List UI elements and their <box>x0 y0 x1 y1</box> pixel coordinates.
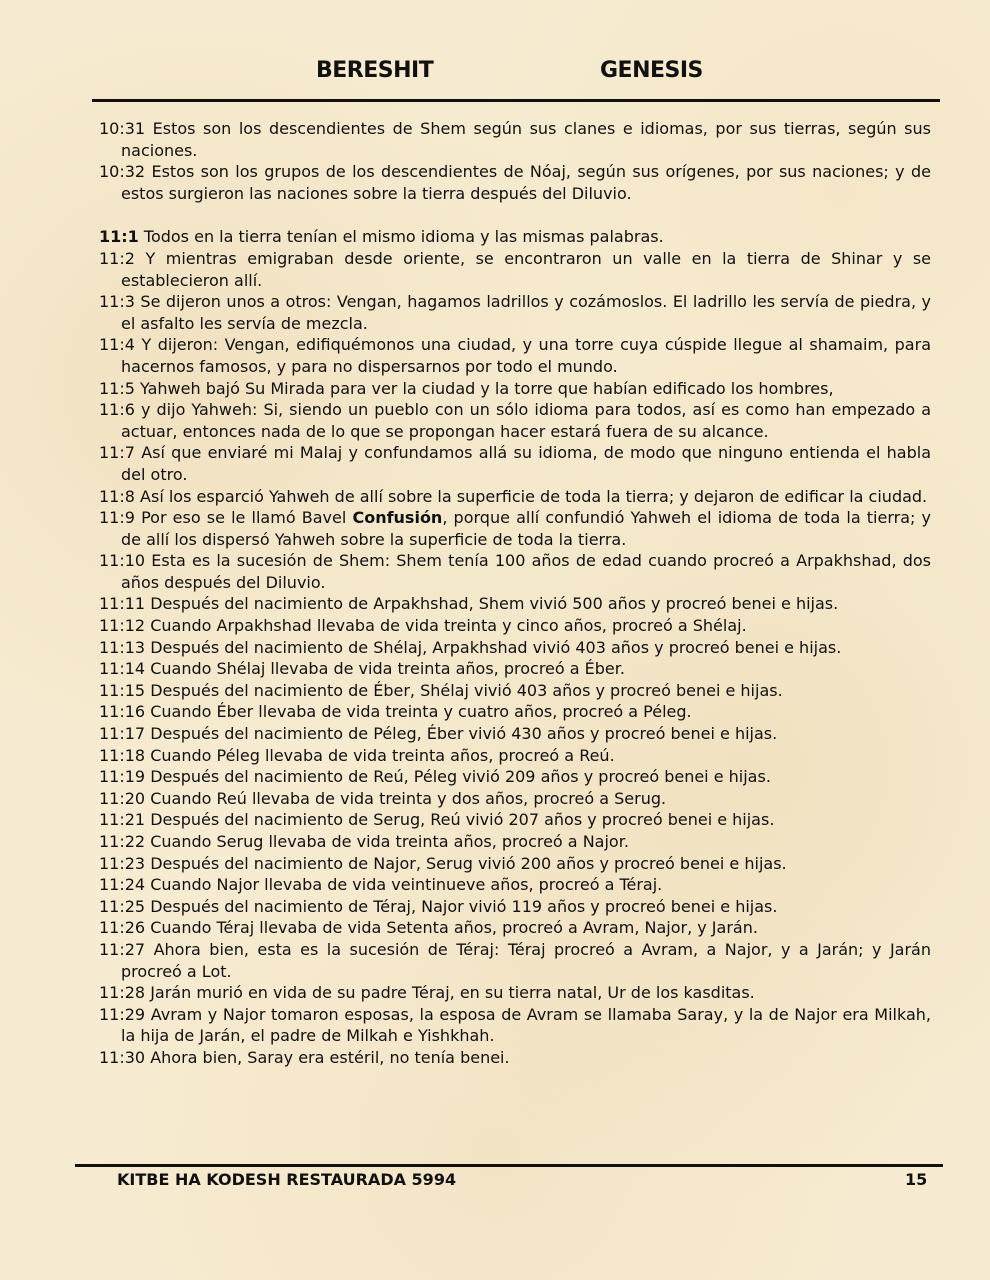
verse-11-2 <box>99 248 931 291</box>
verse-ref: 10:31 <box>99 119 146 138</box>
verse-11-25 <box>99 896 931 918</box>
verse-ref: 11:22 <box>99 832 146 851</box>
verse-ref: 11:7 <box>99 443 135 463</box>
verse-text: Cuando Serug llevaba de vida treinta años, procreó a Najor. <box>150 832 629 851</box>
verse-ref: 11:3 <box>99 292 135 312</box>
verse-ref: 11:23 <box>99 853 146 873</box>
verse-text: Estos son los descendientes de Shem según sus clanes e idiomas, por sus tierras, según sus naciones. <box>121 119 931 160</box>
verse-text: Avram y Najor tomaron esposas, la esposa de Avram se llamaba Saray, y la de Najor era Milkah, la hija de Jarán, el padre de Milkah e Yishkhah. <box>121 1004 931 1046</box>
verse-11-20 <box>99 788 931 810</box>
verse-text: Así que enviaré mi Malaj y confundamos allá su idioma, de modo que ninguno entienda el habla del otro. <box>121 443 932 484</box>
verse-text: Cuando Éber llevaba de vida treinta y cuatro años, procreó a Péleg. <box>150 702 692 722</box>
verse-ref: 11:18 <box>99 745 146 765</box>
verse-text: Después del nacimiento de Najor, Serug vivió 200 años y procreó benei e hijas. <box>150 853 787 873</box>
verse-ref: 11:10 <box>99 551 146 571</box>
verse-ref: 10:32 <box>99 162 146 182</box>
verse-emphasis: Confusión <box>352 508 443 528</box>
verse-ref: 11:15 <box>99 680 146 700</box>
verse-11-23 <box>99 853 931 875</box>
verse-11-21 <box>99 809 931 831</box>
verse-11-28 <box>99 982 931 1004</box>
verse-ref: 11:6 <box>99 400 135 420</box>
verse-ref: 11:24 <box>99 875 146 895</box>
verse-11-14 <box>99 658 931 680</box>
verse-11-6 <box>99 399 931 442</box>
chapter-gap <box>99 204 931 226</box>
verse-11-5 <box>99 378 931 400</box>
verse-ref: 11:11 <box>99 594 146 614</box>
verse-text: y dijo Yahweh: Si, siendo un pueblo con un sólo idioma para todos, así es como han empezado a actuar, entonces nada de lo que se propongan hacer estará fuera de su alcance. <box>121 400 931 441</box>
verse-text: , porque allí confundió Yahweh el idioma de toda la tierra; y de allí los dispersó Yahweh sobre la superficie de toda la tierra. <box>121 508 932 549</box>
verse-11-29 <box>99 1004 931 1047</box>
verse-11-30 <box>99 1047 931 1069</box>
verse-text: Así los esparció Yahweh de allí sobre la superficie de toda la tierra; y dejaron de edificar la ciudad. <box>140 486 928 506</box>
verse-11-4 <box>99 334 931 377</box>
verse-ref: 11:28 <box>99 983 146 1003</box>
verse-text: Después del nacimiento de Reú, Péleg vivió 209 años y procreó benei e hijas. <box>150 767 771 787</box>
verse-text: Cuando Téraj llevaba de vida Setenta años, procreó a Avram, Najor, y Jarán. <box>150 918 758 938</box>
verse-ref: 11:20 <box>99 788 146 808</box>
verse-ref: 11:8 <box>99 486 135 506</box>
verse-10-32 <box>99 161 931 204</box>
header-book-name: GENESIS <box>600 58 703 83</box>
verse-ref: 11:4 <box>99 335 135 355</box>
verse-ref: 11:9 <box>99 508 135 528</box>
verse-ref: 11:13 <box>99 637 146 657</box>
verse-list <box>99 118 931 1069</box>
verse-11-7 <box>99 442 931 485</box>
page-header <box>0 58 990 90</box>
verse-11-17 <box>99 723 931 745</box>
verse-11-12 <box>99 615 931 637</box>
verse-11-10 <box>99 550 931 593</box>
verse-11-26 <box>99 917 931 939</box>
verse-text: Todos en la tierra tenían el mismo idioma y las mismas palabras. <box>143 227 664 247</box>
verse-ref: 11:25 <box>99 896 146 916</box>
verse-text: Ahora bien, esta es la sucesión de Téraj: Téraj procreó a Avram, a Najor, y a Jarán; y Jarán procreó a Lot. <box>121 939 932 981</box>
verse-11-24 <box>99 874 931 896</box>
verse-text: Después del nacimiento de Éber, Shélaj vivió 403 años y procreó benei e hijas. <box>150 680 783 700</box>
verse-text: Después del nacimiento de Péleg, Éber vivió 430 años y procreó benei e hijas. <box>150 724 778 744</box>
header-book-hebrew-name: BERESHIT <box>316 58 434 83</box>
verse-text: Después del nacimiento de Serug, Reú vivió 207 años y procreó benei e hijas. <box>150 810 775 830</box>
verse-text: Cuando Reú llevaba de vida treinta y dos años, procreó a Serug. <box>150 788 667 808</box>
verse-11-1 <box>99 226 931 248</box>
verse-text: Y dijeron: Vengan, edifiquémonos una ciudad, y una torre cuya cúspide llegue al shamaim, para hacernos famosos, y para no dispersarnos por todo el mundo. <box>121 335 931 376</box>
verse-11-11 <box>99 593 931 615</box>
verse-11-3 <box>99 291 931 334</box>
verse-text: Después del nacimiento de Shélaj, Arpakhshad vivió 403 años y procreó benei e hijas. <box>150 637 842 657</box>
verse-11-8 <box>99 486 931 508</box>
verse-11-16 <box>99 701 931 723</box>
verse-text: Yahweh bajó Su Mirada para ver la ciudad y la torre que habían edificado los hombres, <box>140 378 834 398</box>
verse-11-15 <box>99 680 931 702</box>
verse-text: Por eso se le llamó Bavel <box>141 508 353 528</box>
verse-text: Después del nacimiento de Arpakhshad, Shem vivió 500 años y procreó benei e hijas. <box>150 594 839 614</box>
verse-text: Esta es la sucesión de Shem: Shem tenía 100 años de edad cuando procreó a Arpakhshad, dos años después del Diluvio. <box>121 551 932 592</box>
verse-text: Cuando Péleg llevaba de vida treinta años, procreó a Reú. <box>150 745 615 765</box>
verse-ref: 11:29 <box>99 1004 146 1024</box>
verse-ref: 11:21 <box>99 810 146 830</box>
verse-ref: 11:14 <box>99 659 146 679</box>
verse-text: Cuando Najor llevaba de vida veintinueve años, procreó a Téraj. <box>150 875 663 895</box>
verse-11-9 <box>99 507 931 550</box>
verse-ref: 11:30 <box>99 1047 146 1067</box>
verse-ref: 11:12 <box>99 616 146 636</box>
verse-ref: 11:26 <box>99 918 146 938</box>
verse-11-18 <box>99 745 931 767</box>
page-number: 15 <box>905 1170 928 1189</box>
footer-title: KITBE HA KODESH RESTAURADA 5994 <box>117 1170 457 1189</box>
verse-text: Jarán murió en vida de su padre Téraj, en su tierra natal, Ur de los kasditas. <box>150 983 755 1003</box>
verse-10-31 <box>99 118 931 161</box>
verse-text: Cuando Shélaj llevaba de vida treinta años, procreó a Éber. <box>150 659 625 679</box>
verse-text: Cuando Arpakhshad llevaba de vida treinta y cinco años, procreó a Shélaj. <box>150 616 747 636</box>
verse-11-13 <box>99 637 931 659</box>
verse-ref: 11:27 <box>99 939 146 959</box>
verse-text: Ahora bien, Saray era estéril, no tenía benei. <box>150 1047 510 1067</box>
verse-text: Después del nacimiento de Téraj, Najor vivió 119 años y procreó benei e hijas. <box>150 896 778 916</box>
verse-text: Se dijeron unos a otros: Vengan, hagamos ladrillos y cozámoslos. El ladrillo les servía de piedra, y el asfalto les servía de mezcla. <box>121 292 931 333</box>
chapter-start-ref: 11:1 <box>99 227 139 247</box>
verse-11-19 <box>99 766 931 788</box>
verse-ref: 11:5 <box>99 378 135 398</box>
verse-11-27 <box>99 939 931 982</box>
footer-rule <box>75 1164 943 1167</box>
verse-ref: 11:16 <box>99 702 146 722</box>
verse-ref: 11:17 <box>99 724 146 744</box>
verse-11-22 <box>99 831 931 853</box>
header-rule <box>92 99 940 102</box>
verse-text: Estos son los grupos de los descendientes de Nóaj, según sus orígenes, por sus naciones; y de estos surgieron las naciones sobre la tierra después del Diluvio. <box>121 162 931 203</box>
verse-ref: 11:19 <box>99 767 146 787</box>
verse-text: Y mientras emigraban desde oriente, se encontraron un valle en la tierra de Shinar y se establecieron allí. <box>121 248 931 290</box>
verse-ref: 11:2 <box>99 248 135 268</box>
